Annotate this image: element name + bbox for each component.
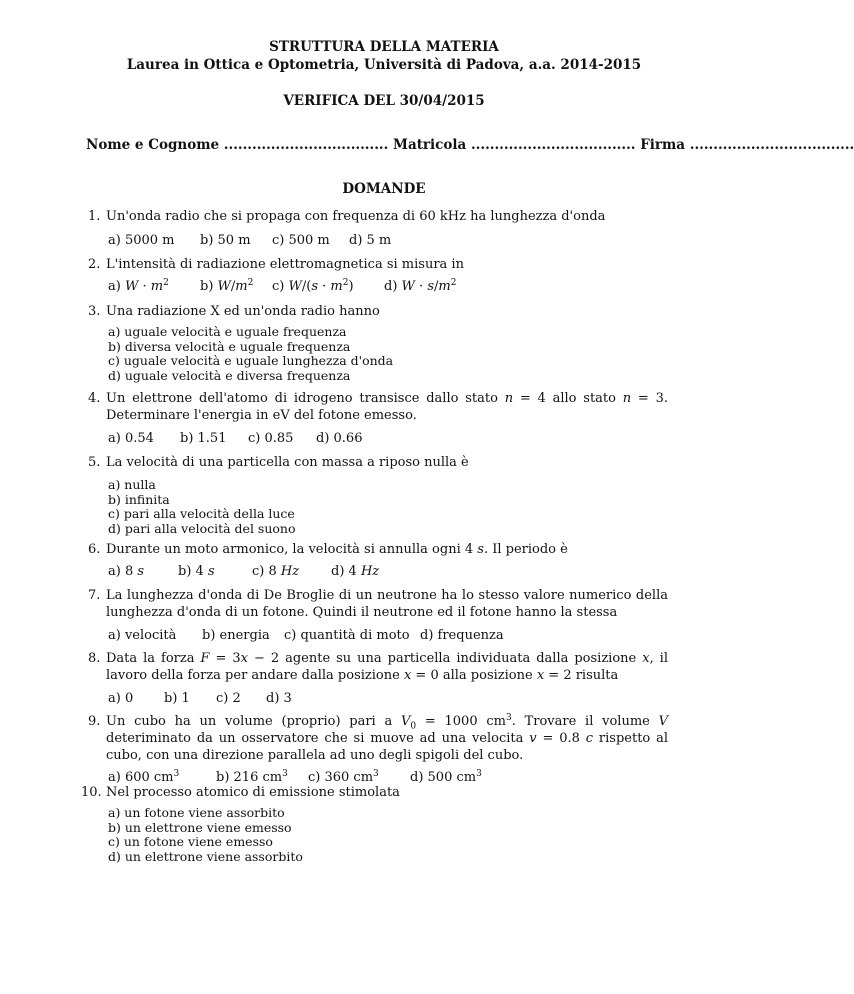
- question-text: Data la forza F = 3x − 2 agente su una particella individuata dalla posizione x, il lavoro della forza per andare dalla posizione x = 0 alla posizione x = 2 risulta: [106, 651, 668, 683]
- question-9: [88, 713, 669, 785]
- question-number: 2.: [88, 257, 101, 272]
- option-b: b) 216 $cm^3$: [216, 769, 288, 785]
- question-text: Una radiazione X ed un'onda radio hanno: [106, 304, 380, 319]
- name-dots: ...................................: [223, 137, 389, 153]
- option-d: d) $W \cdot s/m^2$: [384, 278, 457, 294]
- option-c: c) 0.85: [248, 431, 294, 446]
- options-list: [108, 325, 393, 383]
- option-a: a) 0.54: [108, 431, 154, 446]
- matricola-label: Matricola: [393, 137, 467, 153]
- exam-date-title: VERIFICA DEL 30/04/2015: [283, 93, 485, 109]
- question-text: La lunghezza d'onda di De Broglie di un neutrone ha lo stesso valore numerico della lunghezza d'onda di un fotone. Quindi il neutrone ed il fotone hanno la stessa: [106, 588, 668, 620]
- option-a: a) uguale velocità e uguale frequenza: [108, 324, 347, 339]
- option-d: d) pari alla velocità del suono: [108, 520, 296, 536]
- firma-label: Firma: [640, 137, 686, 153]
- option-c: c) uguale velocità e uguale lunghezza d'onda: [108, 353, 394, 368]
- question-number: 1.: [88, 209, 101, 224]
- option-b: b) un elettrone viene emesso: [108, 819, 292, 835]
- option-a: a) 5000 m: [108, 233, 175, 248]
- option-c: c) 500 m: [272, 233, 330, 248]
- question-text: Nel processo atomico di emissione stimolata: [106, 785, 400, 800]
- option-a: a) nulla: [108, 477, 156, 492]
- student-fields: [86, 137, 854, 153]
- option-d: d) 5 m: [349, 233, 392, 248]
- name-label: Nome e Cognome: [86, 137, 220, 153]
- question-number: 9.: [88, 714, 101, 729]
- option-b: b) diversa velocità e uguale frequenza: [108, 338, 351, 354]
- question-text: La velocità di una particella con massa a riposo nulla è: [106, 455, 469, 470]
- option-c: c) pari alla velocità della luce: [108, 506, 295, 521]
- question-number: 10.: [81, 785, 102, 800]
- firma-dots: ...................................: [689, 137, 854, 153]
- option-c: c) quantità di moto: [284, 628, 410, 643]
- question-text: L'intensità di radiazione elettromagnetica si misura in: [106, 257, 464, 272]
- option-a: a) 8 s: [108, 564, 145, 579]
- option-b: b) 50 m: [200, 233, 251, 248]
- question-2: [88, 256, 668, 294]
- question-1: [88, 208, 668, 248]
- option-c: c) 360 $cm^3$: [308, 769, 379, 785]
- question-number: 8.: [88, 651, 101, 666]
- option-d: d) un elettrone viene assorbito: [108, 848, 303, 864]
- option-b: b) energia: [202, 628, 270, 643]
- option-a: a) 600 $cm^3$: [108, 769, 180, 785]
- question-number: 5.: [88, 455, 101, 470]
- option-b: b) 4 s: [178, 564, 215, 579]
- options-list: [108, 806, 303, 864]
- option-c: c) 2: [216, 691, 241, 706]
- question-6: [88, 541, 668, 579]
- question-number: 7.: [88, 588, 101, 603]
- option-d: d) 4 Hz: [331, 564, 380, 579]
- question-text: Durante un moto armonico, la velocità si annulla ogni 4 s. Il periodo è: [106, 542, 568, 557]
- course-title: STRUTTURA DELLA MATERIA: [269, 39, 499, 55]
- question-10: [81, 784, 668, 864]
- option-d: d) 500 $cm^3$: [410, 769, 482, 785]
- question-5: [88, 454, 668, 536]
- option-a: a) velocità: [108, 628, 177, 643]
- question-text: Un cubo ha un volume (proprio) pari a $V_0 = 1000$ $cm^3$. Trovare il volume V deteriminato da un osservatore che si muove ad una velocita v = 0.8 c rispetto al cubo, con una direzione parallela ad uno degli spigoli del cubo.: [106, 713, 669, 763]
- options-list: [108, 478, 296, 536]
- question-8: [88, 650, 668, 706]
- option-c: c) $W/(s \cdot m^2)$: [272, 278, 354, 294]
- option-c: c) 8 Hz: [252, 564, 300, 579]
- question-4: [88, 390, 669, 446]
- question-text: Un'onda radio che si propaga con frequenza di 60 kHz ha lunghezza d'onda: [106, 209, 606, 224]
- option-b: b) 1.51: [180, 431, 227, 446]
- option-a: a) $W \cdot m^2$: [108, 278, 169, 294]
- option-b: b) $W/m^2$: [200, 278, 254, 294]
- option-a: a) un fotone viene assorbito: [108, 805, 285, 820]
- question-3: [88, 303, 668, 383]
- option-d: d) 3: [266, 691, 292, 706]
- option-c: c) un fotone viene emesso: [108, 834, 273, 849]
- option-a: a) 0: [108, 691, 134, 706]
- matricola-dots: ...................................: [470, 137, 636, 153]
- question-text: Un elettrone dell'atomo di idrogeno transisce dallo stato n = 4 allo stato n = 3. Determinare l'energia in eV del fotone emesso.: [106, 391, 669, 423]
- option-d: d) frequenza: [420, 628, 504, 643]
- option-b: b) 1: [164, 691, 190, 706]
- section-title: DOMANDE: [342, 181, 426, 197]
- course-subtitle: Laurea in Ottica e Optometria, Università di Padova, a.a. 2014-2015: [126, 57, 642, 73]
- question-number: 6.: [88, 542, 101, 557]
- question-number: 3.: [88, 304, 101, 319]
- question-number: 4.: [88, 391, 101, 406]
- option-d: d) 0.66: [316, 431, 363, 446]
- question-7: [88, 587, 668, 643]
- option-b: b) infinita: [108, 491, 170, 507]
- option-d: d) uguale velocità e diversa frequenza: [108, 367, 351, 383]
